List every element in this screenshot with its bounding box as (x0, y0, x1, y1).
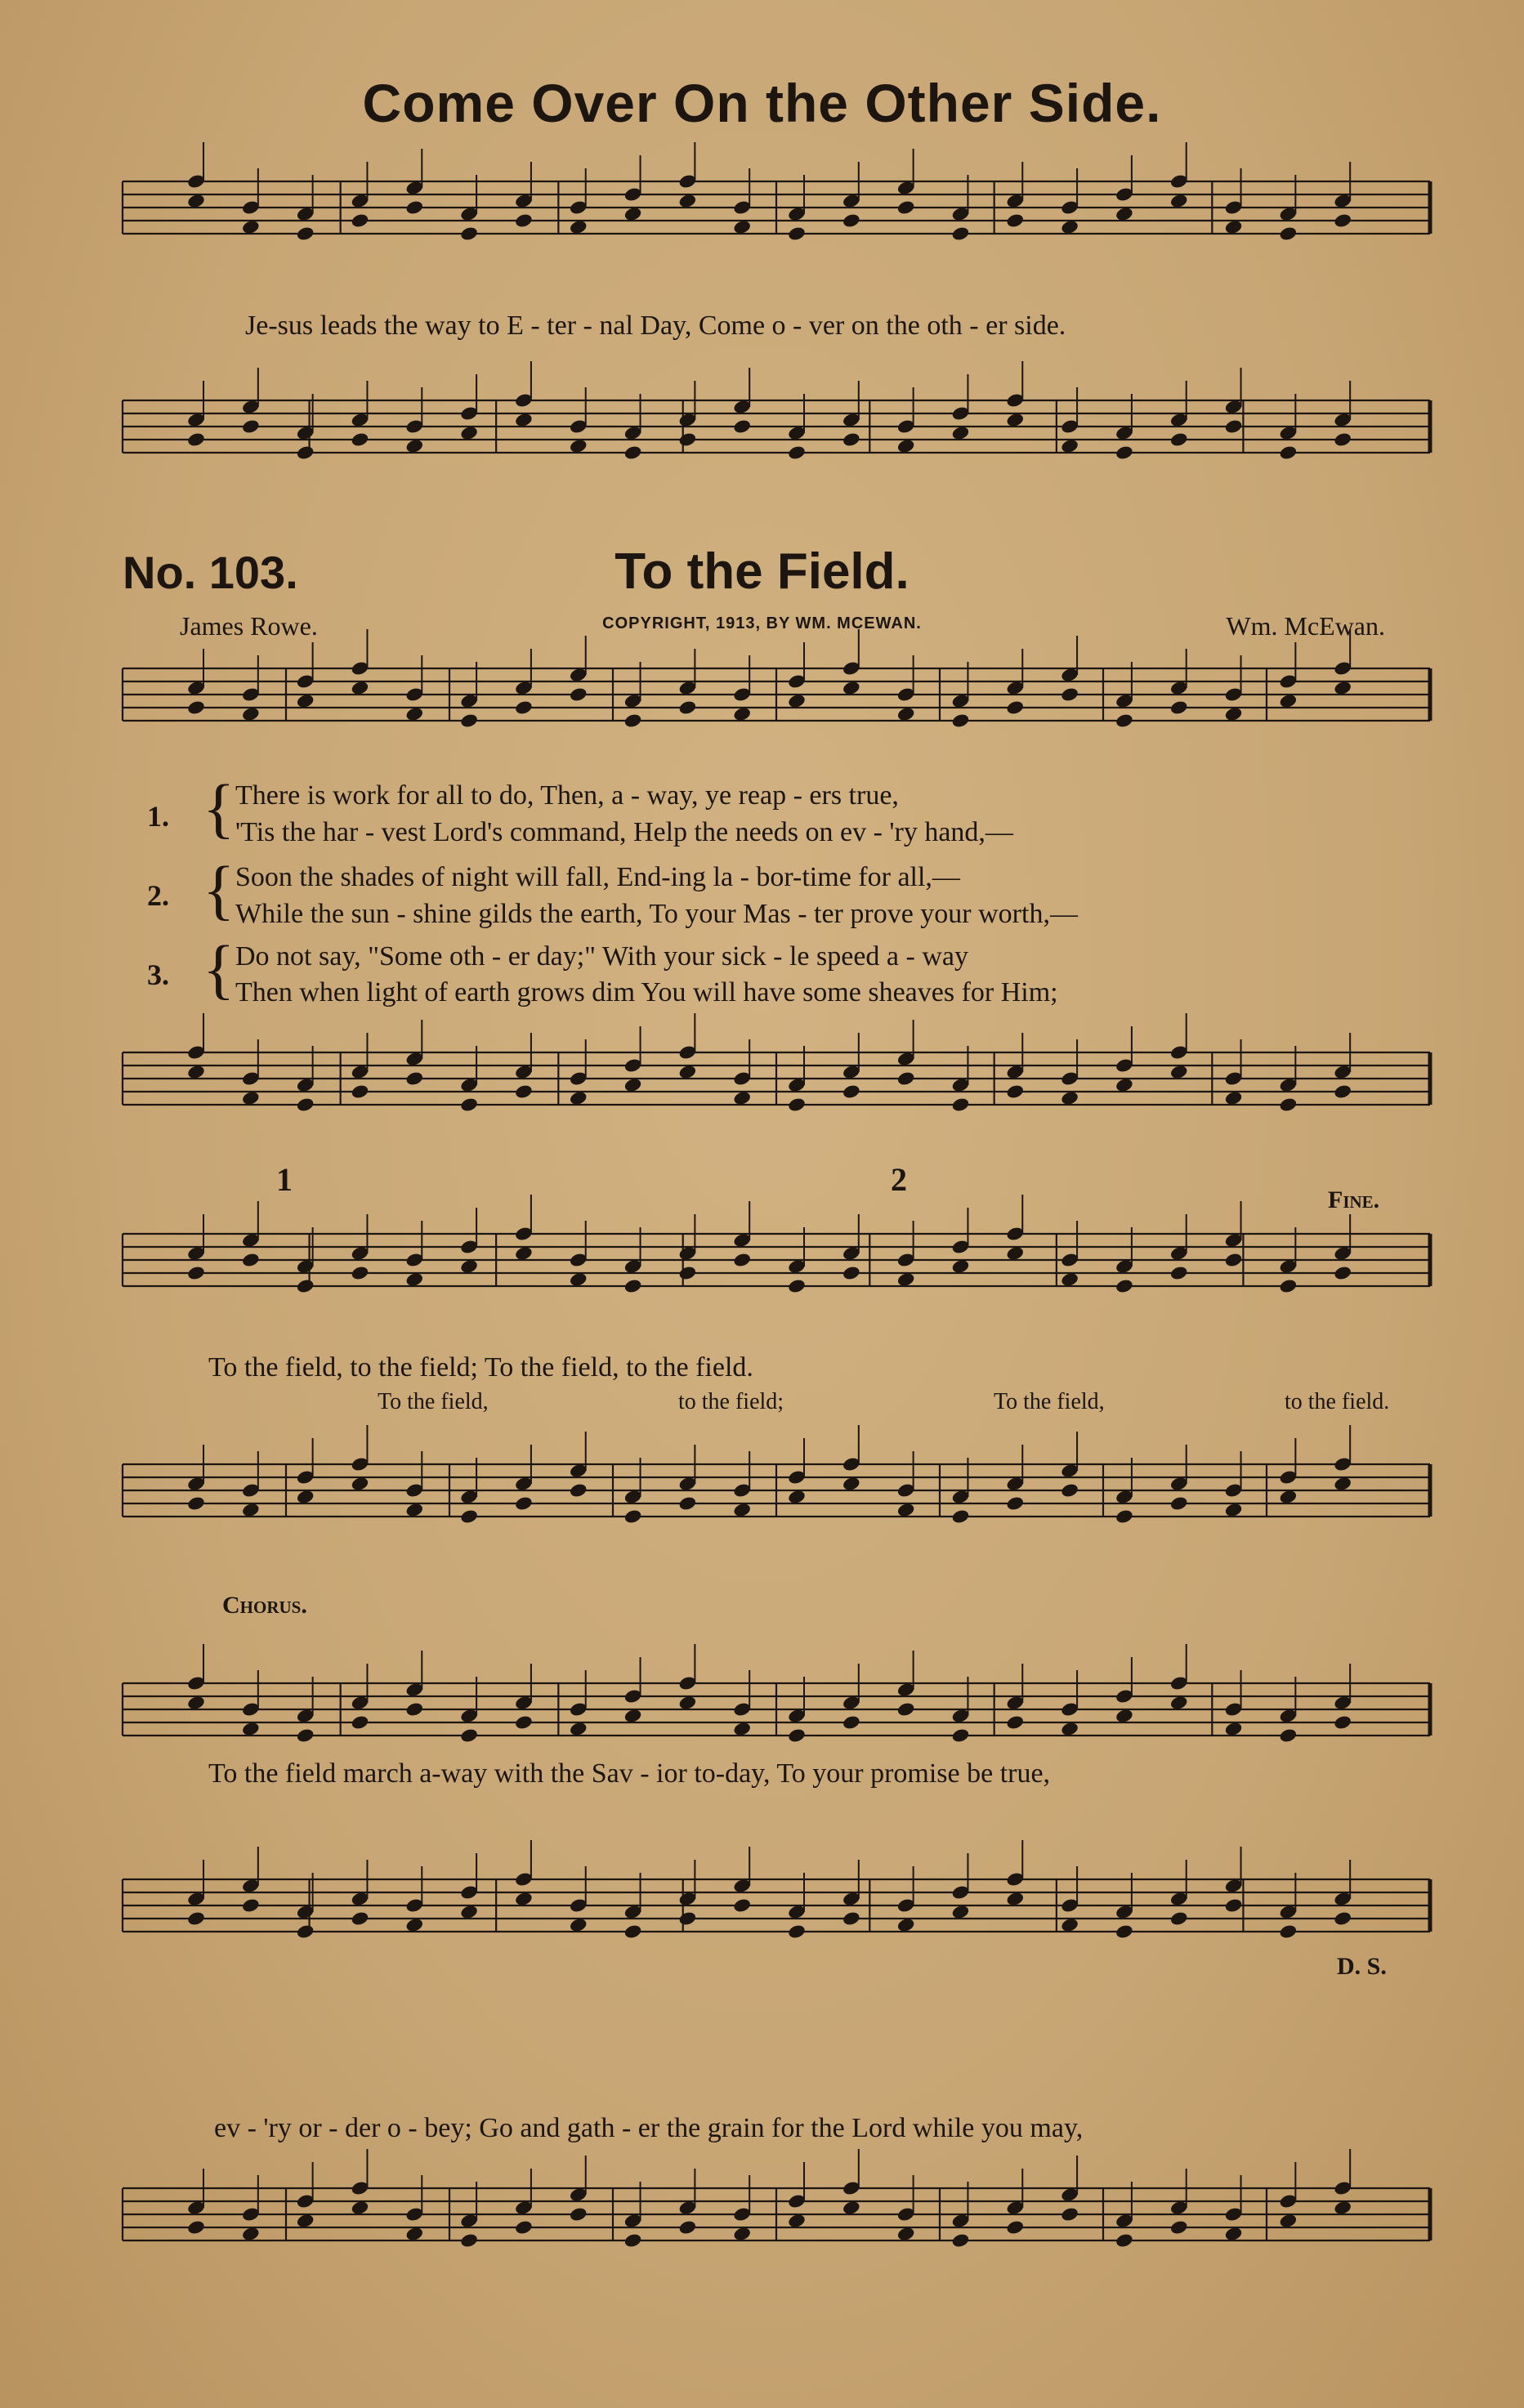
note-head (569, 686, 588, 703)
note-head (1060, 1482, 1079, 1499)
note-head (351, 431, 370, 448)
song-title-first: Come Over On the Other Side. (362, 73, 1162, 133)
note-head (842, 1714, 861, 1731)
note-head (1060, 686, 1079, 703)
note-head (404, 1070, 424, 1087)
note-head (623, 1278, 643, 1294)
note-head (842, 1265, 861, 1281)
note-head (296, 1923, 315, 1940)
note-head (241, 1252, 261, 1268)
note-head (787, 445, 807, 461)
note-head (787, 1097, 807, 1113)
note-head (459, 1097, 479, 1113)
note-head (1115, 1278, 1134, 1294)
refrain-lyric: To the field, to the field; To the field, to the field. (208, 1352, 753, 1383)
lyricist: James Rowe. (180, 611, 318, 641)
note-head (787, 226, 807, 242)
note-head (1169, 1910, 1189, 1927)
note-head (787, 1923, 807, 1940)
verse-line: While the sun - shine gilds the earth, To your Mas - ter prove your worth,— (235, 899, 1078, 929)
note-head (1279, 1923, 1298, 1940)
note-head (623, 2232, 643, 2249)
note-head (459, 226, 479, 242)
note-head (732, 1252, 752, 1268)
note-head (623, 1508, 643, 1525)
note-head (296, 1278, 315, 1294)
note-head (951, 226, 971, 242)
note-head (1224, 1252, 1244, 1268)
note-head (1224, 418, 1244, 435)
note-head (732, 418, 752, 435)
chorus-lyric: To the field march a-way with the Sav - ior to-day, To your promise be true, (208, 1758, 1051, 1789)
note-head (1169, 431, 1189, 448)
note-head (296, 226, 315, 242)
note-head (1005, 1714, 1025, 1731)
note-head (351, 1265, 370, 1281)
note-head (186, 699, 206, 716)
verse-line: Soon the shades of night will fall, End-ing la - bor-time for all,— (235, 862, 960, 892)
note-head (459, 1508, 479, 1525)
note-head (1005, 699, 1025, 716)
note-head (842, 212, 861, 229)
note-head (514, 212, 534, 229)
note-head (896, 199, 916, 216)
note-head (842, 1083, 861, 1100)
note-head (569, 2206, 588, 2223)
note-head (842, 1910, 861, 1927)
note-head (514, 1714, 534, 1731)
note-head (351, 1714, 370, 1731)
note-head (787, 1727, 807, 1744)
verse-number: 2. (147, 879, 169, 912)
first-ending-number: 1 (276, 1161, 293, 1198)
note-head (951, 1508, 971, 1525)
note-head (678, 2219, 698, 2236)
note-head (296, 1727, 315, 1744)
copyright-notice: COPYRIGHT, 1913, BY WM. MCEWAN. (602, 614, 922, 632)
note-head (623, 445, 643, 461)
note-head (1005, 1495, 1025, 1512)
note-head (1060, 2206, 1079, 2223)
note-head (678, 1265, 698, 1281)
note-head (1169, 2219, 1189, 2236)
note-head (1333, 1910, 1352, 1927)
note-head (514, 1083, 534, 1100)
note-head (1333, 212, 1352, 229)
chorus-lyric: ev - 'ry or - der o - bey; Go and gath - er the grain for the Lord while you may, (214, 2113, 1084, 2143)
note-head (186, 1265, 206, 1281)
note-head (951, 1097, 971, 1113)
note-head (896, 1701, 916, 1718)
composer: Wm. McEwan. (1226, 611, 1385, 641)
note-head (1115, 1508, 1134, 1525)
note-head (186, 1910, 206, 1927)
note-head (1279, 1097, 1298, 1113)
first-song-lyric: Je-sus leads the way to E - ter - nal Day, Come o - ver on the oth - er side. (245, 310, 1066, 341)
note-head (1115, 2232, 1134, 2249)
note-head (1333, 1083, 1352, 1100)
song-title: To the Field. (615, 543, 909, 600)
note-head (514, 2219, 534, 2236)
verse-line: There is work for all to do, Then, a - way, ye reap - ers true, (235, 780, 899, 811)
note-head (1279, 1727, 1298, 1744)
note-head (459, 1727, 479, 1744)
note-head (678, 1495, 698, 1512)
note-head (678, 1910, 698, 1927)
note-head (1279, 226, 1298, 242)
note-head (296, 1097, 315, 1113)
fine-mark: Fine. (1328, 1186, 1380, 1213)
note-head (951, 713, 971, 729)
note-head (1169, 1265, 1189, 1281)
verse-line: Do not say, "Some oth - er day;" With your sick - le speed a - way (235, 941, 968, 972)
verse-brace: { (203, 852, 235, 927)
verse-line: 'Tis the har - vest Lord's command, Help the needs on ev - 'ry hand,— (235, 817, 1013, 847)
second-ending-number: 2 (891, 1161, 907, 1198)
refrain-echo: to the field. (1285, 1389, 1390, 1414)
note-head (1005, 1083, 1025, 1100)
note-head (186, 2219, 206, 2236)
note-head (186, 1495, 206, 1512)
note-head (623, 1923, 643, 1940)
note-head (296, 445, 315, 461)
note-head (842, 431, 861, 448)
hymn-number: No. 103. (123, 547, 298, 598)
note-head (1333, 431, 1352, 448)
verse-number: 3. (147, 958, 169, 991)
note-head (1279, 1278, 1298, 1294)
note-head (1333, 1714, 1352, 1731)
note-head (1005, 212, 1025, 229)
note-head (1279, 445, 1298, 461)
note-head (951, 1727, 971, 1744)
note-head (514, 699, 534, 716)
note-head (404, 199, 424, 216)
note-head (623, 713, 643, 729)
note-head (351, 1083, 370, 1100)
note-head (569, 1482, 588, 1499)
note-head (732, 1897, 752, 1914)
note-head (951, 2232, 971, 2249)
note-head (1115, 445, 1134, 461)
note-head (241, 418, 261, 435)
note-head (896, 1070, 916, 1087)
dal-segno-mark: D. S. (1337, 1953, 1387, 1980)
verse-brace: { (203, 931, 235, 1006)
note-head (514, 1495, 534, 1512)
note-head (1333, 1265, 1352, 1281)
note-head (404, 1701, 424, 1718)
note-head (678, 431, 698, 448)
note-head (186, 431, 206, 448)
verse-number: 1. (147, 800, 169, 833)
chorus-label: Chorus. (222, 1592, 307, 1619)
refrain-echo: To the field, (994, 1389, 1105, 1414)
note-head (241, 1897, 261, 1914)
note-head (678, 699, 698, 716)
note-head (787, 1278, 807, 1294)
verse-brace: { (203, 771, 235, 845)
note-head (459, 713, 479, 729)
verse-line: Then when light of earth grows dim You will have some sheaves for Him; (235, 977, 1058, 1007)
refrain-echo: to the field; (678, 1389, 784, 1414)
note-head (459, 2232, 479, 2249)
note-head (1005, 2219, 1025, 2236)
note-head (1115, 713, 1134, 729)
note-head (1169, 699, 1189, 716)
refrain-echo: To the field, (378, 1389, 489, 1414)
note-head (1224, 1897, 1244, 1914)
note-head (351, 212, 370, 229)
note-head (351, 1910, 370, 1927)
note-head (1115, 1923, 1134, 1940)
note-head (1169, 1495, 1189, 1512)
